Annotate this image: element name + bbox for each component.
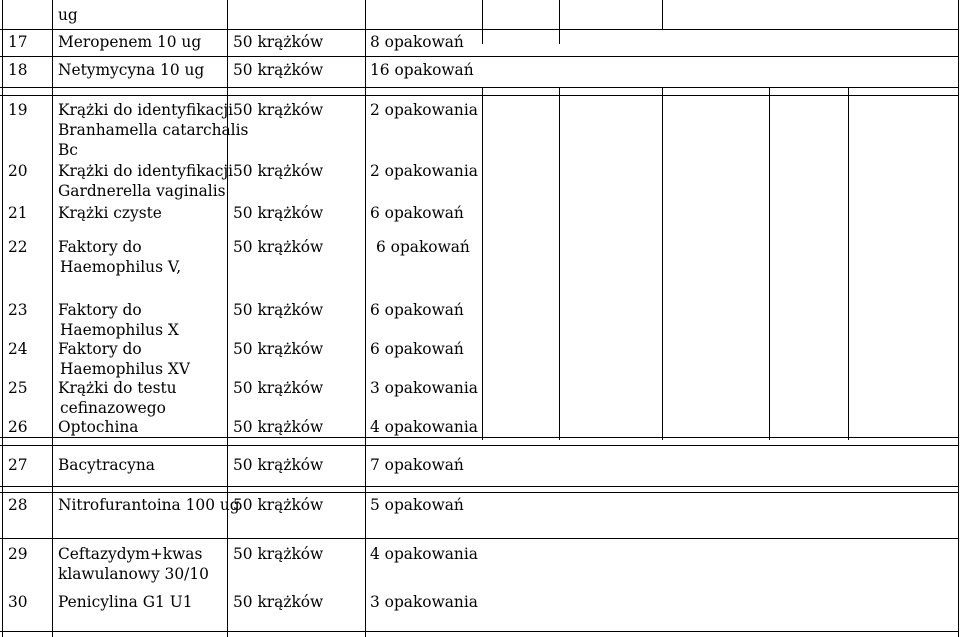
table-horizontal-rule xyxy=(0,29,958,30)
item-packages: 16 opakowań xyxy=(370,61,474,79)
item-quantity: 50 krążków xyxy=(233,301,324,319)
item-packages: 3 opakowania xyxy=(370,379,478,397)
table-horizontal-rule xyxy=(0,486,958,487)
item-packages: 2 opakowania xyxy=(370,101,478,119)
item-name: Branhamella catarchalis xyxy=(58,121,249,139)
item-packages: 2 opakowania xyxy=(370,162,478,180)
table-vertical-rule xyxy=(662,0,663,30)
item-quantity: 50 krążków xyxy=(233,593,324,611)
item-packages: 6 opakowań xyxy=(370,204,464,222)
row-number: 24 xyxy=(8,340,28,358)
item-packages: 6 opakowań xyxy=(370,340,464,358)
item-quantity: 50 krążków xyxy=(233,456,324,474)
item-name: Netymycyna 10 ug xyxy=(58,61,205,79)
row-number: 18 xyxy=(8,61,28,79)
item-quantity: 50 krążków xyxy=(233,379,324,397)
row-number: 29 xyxy=(8,545,28,563)
row-number: 30 xyxy=(8,593,28,611)
row-number: 22 xyxy=(8,238,28,256)
item-packages: 7 opakowań xyxy=(370,456,464,474)
item-name: Gardnerella vaginalis xyxy=(58,182,226,200)
table-horizontal-rule xyxy=(0,95,958,96)
row-number: 28 xyxy=(8,496,28,514)
item-quantity: 50 krążków xyxy=(233,162,324,180)
item-packages: 8 opakowań xyxy=(370,33,464,51)
item-name: Optochina xyxy=(58,418,139,436)
item-name: Krążki do identyfikacji xyxy=(58,101,234,119)
item-name: Krążki do identyfikacji xyxy=(58,162,234,180)
row-number: 17 xyxy=(8,33,28,51)
item-name: ug xyxy=(58,6,78,24)
table-vertical-rule xyxy=(559,0,560,44)
table-vertical-rule xyxy=(662,88,663,440)
item-quantity: 50 krążków xyxy=(233,340,324,358)
item-quantity: 50 krążków xyxy=(233,33,324,51)
item-name: Haemophilus X xyxy=(60,321,179,339)
item-packages: 6 opakowań xyxy=(376,238,470,256)
item-quantity: 50 krążków xyxy=(233,61,324,79)
table-horizontal-rule xyxy=(0,437,958,438)
item-quantity: 50 krążków xyxy=(233,545,324,563)
row-number: 19 xyxy=(8,101,28,119)
table-vertical-rule xyxy=(958,0,959,637)
item-quantity: 50 krążków xyxy=(233,204,324,222)
item-name: Krążki do testu xyxy=(58,379,177,397)
item-name: klawulanowy 30/10 xyxy=(58,565,209,583)
item-name: Haemophilus XV xyxy=(60,360,190,378)
item-name: Faktory do xyxy=(58,301,142,319)
table-vertical-rule xyxy=(482,88,483,440)
item-quantity: 50 krążków xyxy=(233,101,324,119)
item-packages: 4 opakowania xyxy=(370,418,478,436)
table-vertical-rule xyxy=(769,88,770,440)
table-vertical-rule xyxy=(482,0,483,44)
table-horizontal-rule xyxy=(0,56,958,57)
item-name: Nitrofurantoina 100 ug xyxy=(58,496,240,514)
item-name: Krążki czyste xyxy=(58,204,162,222)
item-name: Faktory do xyxy=(58,340,142,358)
item-name: Bacytracyna xyxy=(58,456,155,474)
row-number: 21 xyxy=(8,204,28,222)
table-horizontal-rule xyxy=(0,492,958,493)
item-name: Meropenem 10 ug xyxy=(58,33,202,51)
row-number: 27 xyxy=(8,456,28,474)
item-name: Bc xyxy=(58,141,78,159)
row-number: 26 xyxy=(8,418,28,436)
item-quantity: 50 krążków xyxy=(233,418,324,436)
item-packages: 3 opakowania xyxy=(370,593,478,611)
item-name: Penicylina G1 U1 xyxy=(58,593,193,611)
item-name: Ceftazydym+kwas xyxy=(58,545,203,563)
item-packages: 5 opakowań xyxy=(370,496,464,514)
item-name: Haemophilus V, xyxy=(60,258,182,276)
item-quantity: 50 krążków xyxy=(233,238,324,256)
table-vertical-rule xyxy=(559,88,560,440)
table-vertical-rule xyxy=(848,88,849,440)
item-quantity: 50 krążków xyxy=(233,496,324,514)
row-number: 23 xyxy=(8,301,28,319)
row-number: 20 xyxy=(8,162,28,180)
table-horizontal-rule xyxy=(0,538,958,539)
item-packages: 6 opakowań xyxy=(370,301,464,319)
table-horizontal-rule xyxy=(0,445,958,446)
table-horizontal-rule xyxy=(0,631,958,632)
item-packages: 4 opakowania xyxy=(370,545,478,563)
item-name: cefinazowego xyxy=(60,399,166,417)
item-name: Faktory do xyxy=(58,238,142,256)
row-number: 25 xyxy=(8,379,28,397)
table-horizontal-rule xyxy=(0,87,958,88)
